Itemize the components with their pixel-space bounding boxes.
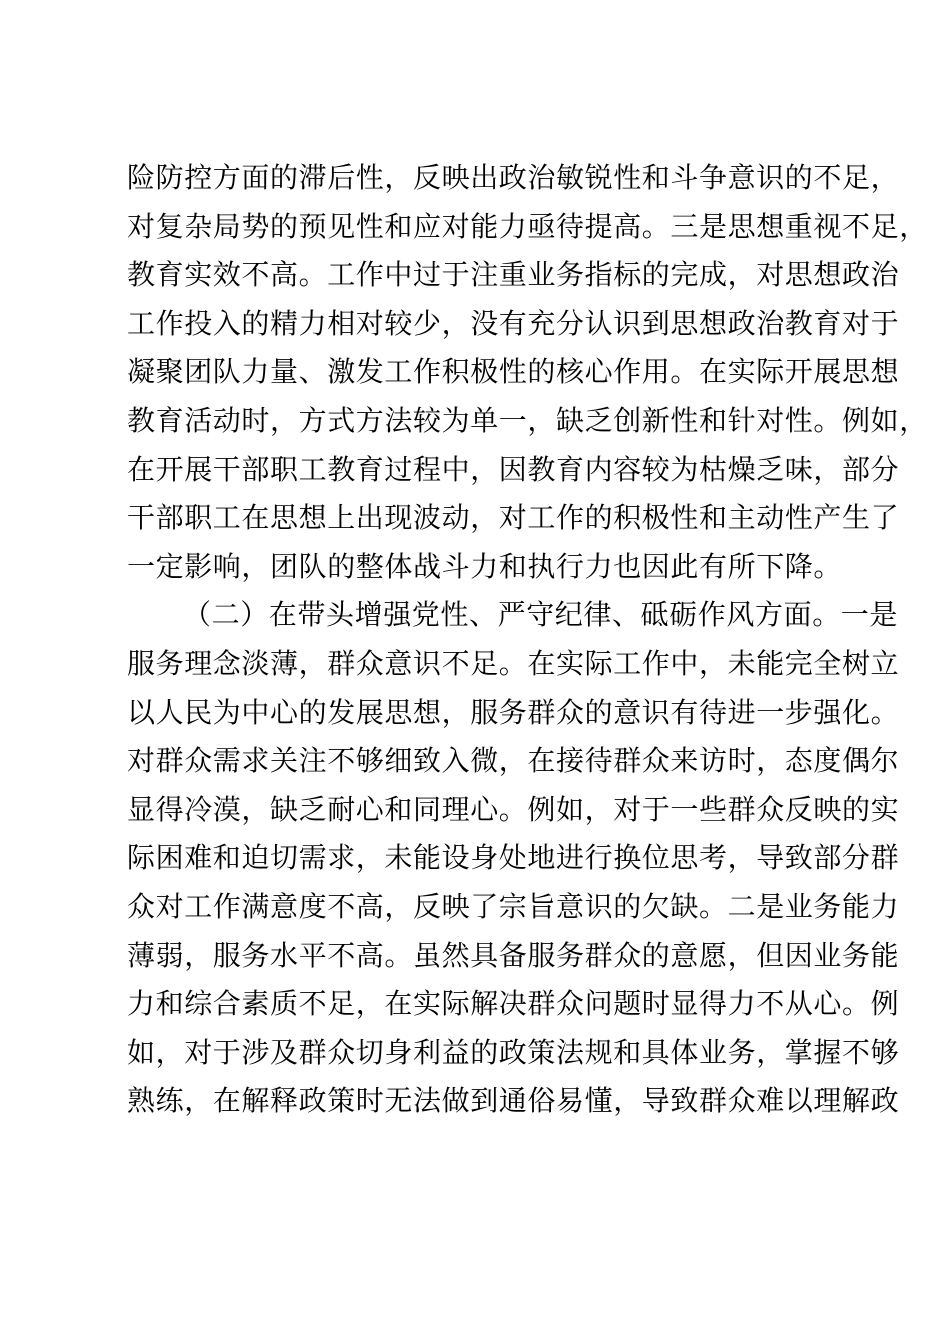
text-line: 力和综合素质不足，在实际解决群众问题时显得力不从心。例 bbox=[127, 987, 900, 1021]
body-text bbox=[127, 154, 928, 1126]
text-line: 险防控方面的滞后性，反映出政治敏锐性和斗争意识的不足， bbox=[127, 161, 900, 194]
text-line: 对群众需求关注不够细致入微，在接待群众来访时，态度偶尔 bbox=[127, 744, 900, 778]
text-line: 熟练，在解释政策时无法做到通俗易懂，导致群众难以理解政 bbox=[127, 1084, 900, 1118]
text-line: 对复杂局势的预见性和应对能力亟待提高。三是思想重视不足， bbox=[127, 209, 928, 243]
text-line: 众对工作满意度不高，反映了宗旨意识的欠缺。二是业务能力 bbox=[127, 889, 900, 923]
text-line: 教育实效不高。工作中过于注重业务指标的完成，对思想政治 bbox=[127, 258, 900, 292]
text-line: 教育活动时，方式方法较为单一，缺乏创新性和针对性。例如， bbox=[127, 403, 928, 437]
text-line: 薄弱，服务水平不高。虽然具备服务群众的意愿，但因业务能 bbox=[127, 938, 900, 972]
text-line: 际困难和迫切需求，未能设身处地进行换位思考，导致部分群 bbox=[127, 841, 900, 875]
text-line: 显得冷漠，缺乏耐心和同理心。例如，对于一些群众反映的实 bbox=[127, 792, 900, 826]
text-line: 如，对于涉及群众切身利益的政策法规和具体业务，掌握不够 bbox=[127, 1035, 900, 1069]
text-line: 一定影响，团队的整体战斗力和执行力也因此有所下降。 bbox=[127, 549, 843, 583]
text-line: 干部职工在思想上出现波动，对工作的积极性和主动性产生了 bbox=[127, 501, 900, 535]
text-line: 凝聚团队力量、激发工作积极性的核心作用。在实际开展思想 bbox=[127, 355, 900, 389]
text-line: 工作投入的精力相对较少，没有充分认识到思想政治教育对于 bbox=[127, 306, 900, 340]
text-line: 以人民为中心的发展思想，服务群众的意识有待进一步强化。 bbox=[127, 695, 900, 729]
section-heading-line: （二）在带头增强党性、严守纪律、砥砺作风方面。一是 bbox=[183, 598, 899, 632]
text-line: 在开展干部职工教育过程中，因教育内容较为枯燥乏味，部分 bbox=[127, 452, 900, 486]
text-line: 服务理念淡薄，群众意识不足。在实际工作中，未能完全树立 bbox=[127, 646, 900, 680]
